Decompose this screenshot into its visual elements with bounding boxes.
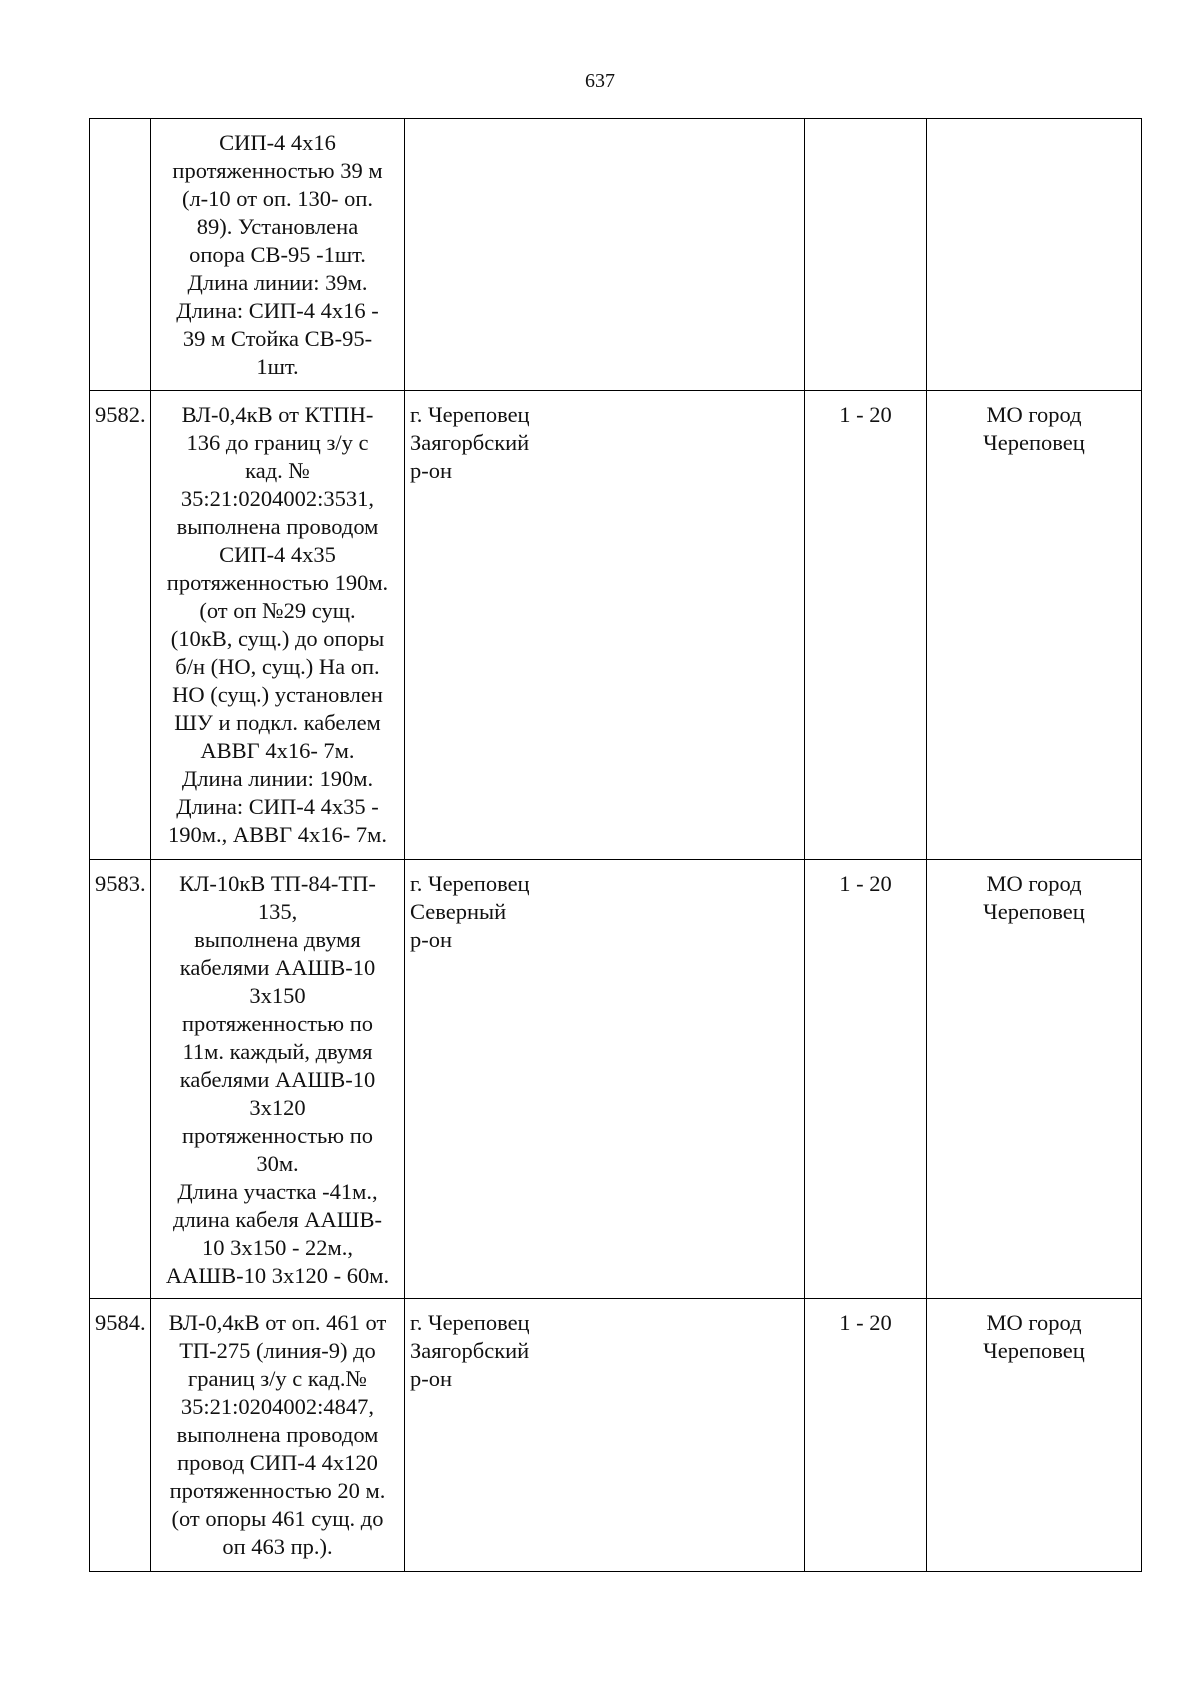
table-row	[90, 1299, 1142, 1572]
object-description: ВЛ-0,4кВ от оп. 461 от ТП-275 (линия-9) до границ з/у с кад.№ 35:21:0204002:4847, выполнена проводом провод СИП-4 4х120 протяженностью 20 м. (от опоры 461 сущ. до оп 463 пр.).	[151, 1299, 405, 1572]
object-address: г. Череповец Заягорбский р-он	[405, 391, 805, 860]
object-owner	[927, 119, 1142, 391]
object-range: 1 - 20	[805, 860, 927, 1299]
row-number: 9583.	[90, 860, 151, 1299]
object-range: 1 - 20	[805, 1299, 927, 1572]
row-number	[90, 119, 151, 391]
object-range: 1 - 20	[805, 391, 927, 860]
object-description: ВЛ-0,4кВ от КТПН- 136 до границ з/у с кад. № 35:21:0204002:3531, выполнена проводом СИП-4 4х35 протяженностью 190м. (от оп №29 сущ. (10кВ, сущ.) до опоры б/н (НО, сущ.) На оп. НО (сущ.) установлен ШУ и подкл. кабелем АВВГ 4х16- 7м. Длина линии: 190м. Длина: СИП-4 4х35 - 190м., АВВГ 4х16- 7м.	[151, 391, 405, 860]
table-row	[90, 860, 1142, 1299]
object-owner: МО город Череповец	[927, 1299, 1142, 1572]
object-owner: МО город Череповец	[927, 860, 1142, 1299]
row-number: 9582.	[90, 391, 151, 860]
object-description: СИП-4 4х16 протяженностью 39 м (л-10 от оп. 130- оп. 89). Установлена опора СВ-95 -1шт. Длина линии: 39м. Длина: СИП-4 4х16 - 39 м Стойка СВ-95- 1шт.	[151, 119, 405, 391]
page-number: 637	[585, 70, 615, 92]
object-address: г. Череповец Северный р-он	[405, 860, 805, 1299]
table-row	[90, 391, 1142, 860]
object-owner: МО город Череповец	[927, 391, 1142, 860]
object-address	[405, 119, 805, 391]
registry-table	[89, 118, 1142, 1572]
table-row	[90, 119, 1142, 391]
object-description: КЛ-10кВ ТП-84-ТП- 135, выполнена двумя кабелями ААШВ-10 3х150 протяженностью по 11м. каждый, двумя кабелями ААШВ-10 3х120 протяженностью по 30м. Длина участка -41м., длина кабеля ААШВ- 10 3х150 - 22м., ААШВ-10 3х120 - 60м.	[151, 860, 405, 1299]
object-range	[805, 119, 927, 391]
row-number: 9584.	[90, 1299, 151, 1572]
object-address: г. Череповец Заягорбский р-он	[405, 1299, 805, 1572]
